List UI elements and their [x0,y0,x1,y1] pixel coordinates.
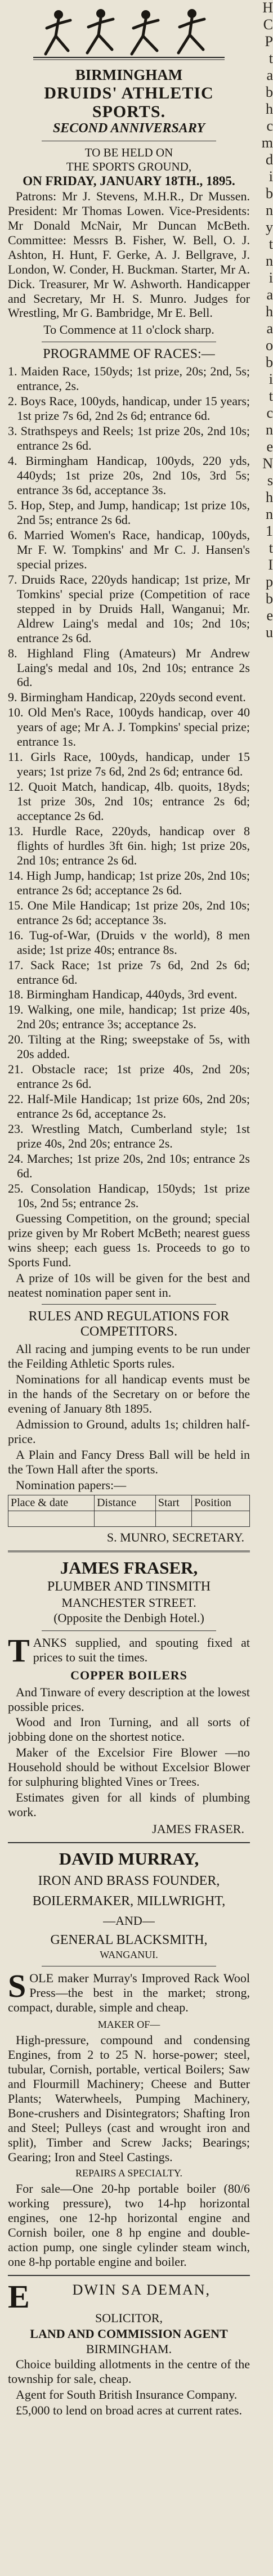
edge-letter: a [266,320,273,337]
edge-letter: h [266,101,273,117]
section-divider [8,1551,250,1552]
dropcap-letter: E [8,2278,30,2315]
list-item: 25. Consolation Handicap, 150yds; 1st prize 10s, 2nd 5s; entrance 2s. [8,1181,250,1210]
list-item: 12. Quoit Match, handicap, 4lb. quoits, 18yds; 1st prize 30s, 2nd 10s; entrance 2s 6d; acceptance 2s 6d. [8,779,250,823]
list-item: 17. Sack Race; 1st prize 7s 6d, 2nd 2s 6d; entrance 6d. [8,957,250,987]
list-item: 8. Highland Fling (Amateurs) Mr Andrew Laing's medal and 10s, 2nd 10s; entrance 2s 6d. [8,646,250,689]
edge-letter: h [266,303,273,320]
murray-line2: BOILERMAKER, MILLWRIGHT, [32,1893,226,1909]
edwin-heading [8,2278,250,2315]
divider [42,1304,216,1305]
murray-and: —AND— [103,1913,155,1928]
section-divider [8,2275,250,2276]
edge-letter: n [266,202,273,218]
edge-letter: n [266,253,273,269]
form-column-position: Position [192,1495,250,1511]
anniversary-label: SECOND ANNIVERSARY [52,121,205,136]
edge-letter: N [262,455,273,472]
newspaper-column [8,0,250,2576]
edge-letter: n [266,422,273,438]
edge-letter: s [267,472,273,489]
fraser-para2: And Tinware of every description at the lowest possible prices. [8,1685,250,1714]
edge-letter: c [266,118,273,134]
maker-of-heading: MAKER OF— [97,2018,160,2030]
list-item: 14. High Jump, handicap; 1st prize 20s, 2nd 10s; entrance 2s 6d; acceptance 2s 6d. [8,868,250,897]
form-blank-cell [8,1511,95,1527]
section-divider [8,1842,250,1843]
edge-letter: b [266,354,273,370]
list-item: 5. Hop, Step, and Jump, handicap; 1st prize 10s, 2nd 5s; entrance 2s 6d. [8,498,250,527]
edge-letter: b [266,590,273,607]
races-list [8,364,250,1300]
repairs-heading: REPAIRS A SPECIALTY. [75,2167,182,2179]
edge-letter: t [268,388,273,404]
edge-letter: t [268,236,273,252]
list-item: A prize of 10s will be given for the best and neatest nomination paper sent in. [8,1270,250,1300]
programme-heading: PROGRAMME OF RACES:— [43,347,215,362]
list-item: 16. Tug-of-War, (Druids v the world), 8 men aside; 1st prize 40s; entrance 8s. [8,928,250,957]
edge-letter: o [266,337,273,353]
list-item: 24. Marches; 1st prize 20s, 2nd 10s; entrance 2s 6d. [8,1151,250,1180]
murray-line3: GENERAL BLACKSMITH, [50,1933,208,1948]
form-blank-cell [155,1511,191,1527]
list-item: 19. Walking, one mile, handicap; 1st prize 40s, 2nd 20s; entrance 3s; acceptance 2s. [8,1002,250,1032]
murray-para1: OLE maker Murray's Improved Rack Wool Press—the best in the market; strong, compact, durable, simple and cheap. [8,1970,250,2014]
secretary-signature: S. MUNRO, SECRETARY. [106,1530,244,1545]
edge-letter: y [266,219,273,235]
form-column-distance: Distance [95,1495,156,1511]
edwin-name: DWIN SA DEMAN, [72,2281,211,2298]
rule-paragraph: All racing and jumping events to be run under the Feilding Athletic Sports rules. [8,1342,250,1371]
murray-para3: For sale—One 20-hp portable boiler (80/6 working pressure), two 14-hp horizontal engines, one 12-hp horizontal engine and Cornish boiler, one 8 hp engine and double-action pump, one single cylinder steam winch, one 8-hp portable engine and boiler. [8,2181,250,2269]
edge-letter: m [261,135,273,151]
form-blank-cell [192,1511,250,1527]
edwin-line2: LAND AND COMMISSION AGENT [30,2326,228,2341]
murray-name: DAVID MURRAY, [59,1849,199,1869]
edwin-para1: Choice building allotments in the centre of the township for sale, cheap. [8,2357,250,2386]
copper-boilers-heading: COPPER BOILERS [70,1668,187,1682]
edge-letter: i [268,270,273,286]
form-column-place: Place & date [8,1495,95,1511]
edge-letter: a [266,286,273,303]
fraser-para5: Estimates given for all kinds of plumbing work. [8,1790,250,1820]
fraser-trade: PLUMBER AND TINSMITH [47,1579,211,1594]
fraser-street: MANCHESTER STREET. [61,1595,196,1610]
nomination-form [8,1495,250,1527]
edwin-title: SOLICITOR, [95,2311,163,2326]
edge-letter: a [266,67,273,83]
edge-letter: t [268,540,273,556]
edge-letter: i [268,371,273,387]
edge-letter: h [266,489,273,505]
rule-paragraph: Nominations for all handicap events must be in the hands of the Secretary on or before the evening of January 8th 1895. [8,1372,250,1416]
edge-letter: c [266,405,273,421]
list-item: 18. Birmingham Handicap, 440yds, 3rd event. [8,987,238,1002]
edge-letter: i [268,168,273,185]
dropcap-letter: T [8,1632,30,1669]
list-item: 15. One Mile Handicap; 1st prize 20s, 2nd 10s; entrance 2s 6d; acceptance 3s. [8,898,250,927]
commence-note: To Commence at 11 o'clock sharp. [43,322,214,337]
edwin-para3: £5,000 to lend on broad acres at current rates. [16,2403,242,2417]
edge-letter: e [266,607,273,624]
edge-letter: d [266,151,273,168]
adjacent-column-edge [253,0,273,2576]
list-item: 4. Birmingham Handicap, 100yds, 220 yds, 440yds; 1st prize 20s, 2nd 10s, 3rd 5s; entrance 3s 6d, acceptance 3s. [8,454,250,498]
fraser-para1: ANKS supplied, and spouting fixed at prices to suit the times. [33,1635,250,1664]
edge-letter: b [266,84,273,100]
rules-heading: RULES AND REGULATIONS FOR COMPETITORS. [28,1309,230,1339]
edge-letter: u [266,624,273,640]
edge-letter: H [262,0,273,16]
fraser-signature: JAMES FRASER. [152,1822,244,1836]
edwin-para2: Agent for South British Insurance Company. [16,2387,238,2402]
edge-letter: b [266,185,273,201]
list-item: 13. Hurdle Race, 220yds, handicap over 8 flights of hurdles 3ft 6in. high; 1st prize 20s, 2nd 10s; entrance 2s 6d. [8,823,250,867]
list-item: 20. Tilting at the Ring; sweepstake of 5s, with 20s added. [8,1032,250,1061]
murray-line1: IRON AND BRASS FOUNDER, [38,1873,220,1888]
edge-letter: n [266,506,273,522]
rule-paragraph: A Plain and Fancy Dress Ball will be held in the Town Hall after the sports. [8,1448,250,1477]
form-column-start: Start [155,1495,191,1511]
list-item: 21. Obstacle race; 1st prize 40s, 2nd 20s; entrance 2s 6d. [8,1062,250,1091]
runners-illustration [33,3,225,64]
list-item: 2. Boys Race, 100yds, handicap, under 15 years; 1st prize 7s 6d, 2nd 2s 6d; entrance 6d. [8,394,250,423]
fraser-para4: Maker of the Excelsior Fire Blower —no Household should be without Excelsior Blower for sulphuring blighted Vines or Trees. [8,1745,250,1789]
list-item: 6. Married Women's Race, handicap, 100yds, Mr F. W. Tompkins' and Mr C. J. Hansen's special prizes. [8,527,250,571]
murray-para2: High-pressure, compound and condensing Engines, from 2 to 25 N. horse-power; steel, tubular, Cornish, portable, vertical Boilers; Saw and Flourmill Machinery; Cheese and Butter Plants; Waterwheels, Pumping Machinery, Bone-crushers and Disintegrators; Shafting Iron and Steel; Pulleys (cast and wrought iron and split), Timber and Screw Jacks; Bearings; Gearing; Iron and Steel Castings. [8,2033,250,2164]
athletics-title-town: BIRMINGHAM [75,66,183,83]
fraser-name: JAMES FRASER, [60,1558,198,1578]
edge-letter: e [266,438,273,455]
list-item: 10. Old Men's Race, 100yds handicap, over 40 years of age; Mr A. J. Tompkins' special prize; entrance 1s. [8,705,250,749]
fraser-opposite: (Opposite the Denbigh Hotel.) [53,1611,204,1625]
held-on-label: TO BE HELD ON [84,146,173,160]
list-item: 7. Druids Race, 220yds handicap; 1st prize, Mr Tomkins' special prize (Competition of race stepped in by Druids Hall, Wanganui; Mr. Aldrew Laing's medal and 10s; 2nd 10s; entrance 2s 6d. [8,572,250,645]
ground-label: THE SPORTS GROUND, [66,160,192,174]
nomination-note: Nomination papers:— [16,1478,127,1493]
list-item: 22. Half-Mile Handicap; 1st prize 60s, 2nd 20s; entrance 2s 6d, acceptance 2s. [8,1092,250,1121]
list-item: 9. Birmingham Handicap, 220yds second event. [8,690,246,705]
edwin-town: BIRMINGHAM. [86,2342,172,2357]
event-date: ON FRIDAY, JANUARY 18TH., 1895. [23,174,235,189]
edge-letter: P [265,33,273,50]
divider [42,1630,216,1631]
athletics-title: DRUIDS' ATHLETIC SPORTS. [44,84,214,122]
list-item: Guessing Competition, on the ground; special prize given by Mr Robert McBeth; nearest guess wins sheep; each guess 1s. Proceeds to go to Sports Fund. [8,1211,250,1269]
edge-letter: p [266,574,273,590]
rule-paragraph: Admission to Ground, adults 1s; children half-price. [8,1417,250,1446]
edge-letter: 1 [266,523,273,539]
list-item: 11. Girls Race, 100yds, handicap, under 15 years; 1st prize 7s 6d, 2nd 2s 6d; entrance 6d. [8,750,250,779]
edge-letter: t [268,50,273,66]
form-blank-cell [95,1511,156,1527]
edge-letter: I [268,557,273,573]
fraser-intro [8,1632,250,1669]
murray-intro [8,1967,250,2015]
fraser-para3: Wood and Iron Turning, and all sorts of jobbing done on the shortest notice. [8,1715,250,1744]
dropcap-letter: S [8,1967,26,2004]
murray-town: WANGANUI. [100,1949,158,1961]
list-item: 3. Strathspeys and Reels; 1st prize 20s, 2nd 10s; entrance 2s 6d. [8,424,250,453]
patrons-paragraph: Patrons: Mr J. Stevens, M.H.R., Dr Mussen. President: Mr Thomas Lowen. Vice-Presidents: Mr Donald McNair, Mr Duncan McBeth. Committee: Messrs B. Fisher, W. Bell, O. J. Ashton, H. Hunt, F. Gerke, A. J. Bellgrave, J. London, W. Conder, H. Buckman. Starter, Mr A. Dick. Treasurer, Mr W. Ashworth. Handicapper and Secretary, Mr H. S. Munro. Judges for Wrestling, Mr G. Bambridge, Mr E. Bell. [8,189,250,320]
list-item: 1. Maiden Race, 150yds; 1st prize, 20s; 2nd, 5s; entrance, 2s. [8,364,250,393]
list-item: 23. Wrestling Match, Cumberland style; 1st prize 40s, 2nd 20s; entrance 2s. [8,1122,250,1150]
edge-letter: C [263,16,273,33]
